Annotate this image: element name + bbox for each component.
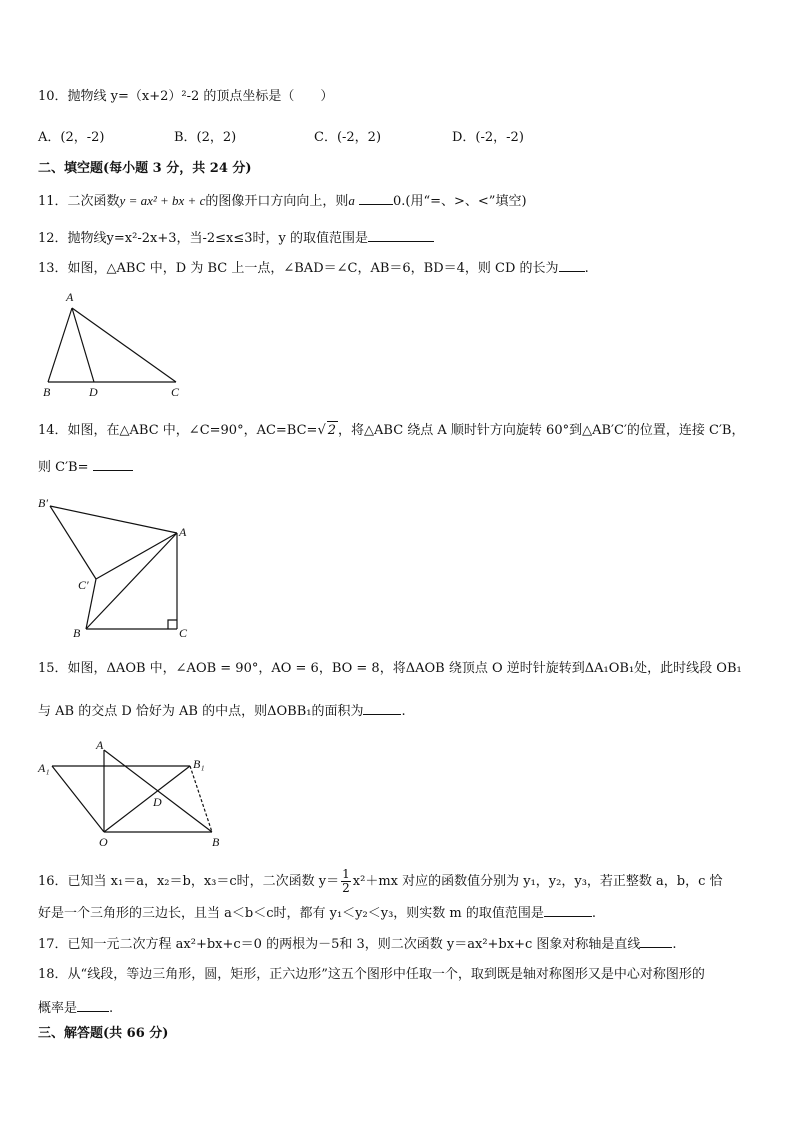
- q16-line1: [38, 868, 723, 895]
- segment-ad: [72, 308, 94, 382]
- q10-option-d: D．(-2，-2): [452, 130, 524, 145]
- label-a1: A₁: [38, 761, 50, 775]
- q12: [38, 229, 434, 248]
- q18-line2: 概率是 .: [38, 1001, 114, 1016]
- q18-line2-text: 概率是: [38, 1001, 78, 1016]
- section-3-title: 三、解答题(共 66 分): [38, 1026, 169, 1041]
- q17-text: 17．已知一元二次方程 ax²+bx+c＝0 的两根为－5和 3，则二次函数 y＝ax²+bx+c 图象对称轴是直线: [38, 937, 641, 952]
- q12-answer-blank[interactable]: [368, 229, 434, 242]
- segment-bp-cp: [50, 506, 96, 579]
- q13-text: 13．如图，△ABC 中，D 为 BC 上一点，∠BAD＝∠C，AB＝6，BD＝4，则 CD 的长为: [38, 261, 559, 276]
- label-c-prime: C′: [78, 578, 89, 592]
- segment-b1b-dashed: [190, 766, 212, 832]
- q18-line1: 18．从“线段，等边三角形，圆，矩形，正六边形”这五个图形中任取一个，取到既是轴对称图形又是中心对称图形的: [38, 967, 705, 982]
- q10-option-c: C．(-2，2): [314, 130, 382, 145]
- segment-ab: [48, 308, 72, 382]
- segment-cp-a: [96, 533, 177, 579]
- q10-option-b: B．(2，2): [174, 130, 237, 145]
- q14-line2-text: 则 C′B=: [38, 460, 89, 475]
- q14-answer-blank[interactable]: [93, 458, 133, 471]
- q15-line2-text: 与 AB 的交点 D 恰好为 AB 的中点，则ΔOBB₁的面积为: [38, 704, 364, 719]
- label-b: B: [73, 626, 81, 640]
- q12-text: 12．抛物线y=x²-2x+3，当-2≤x≤3时，y 的取值范围是: [38, 231, 369, 246]
- q11-expr: y = ax² + bx + c: [119, 193, 206, 208]
- q15-line2: 与 AB 的交点 D 恰好为 AB 的中点，则ΔOBB₁的面积为 .: [38, 704, 406, 719]
- label-c: C: [179, 626, 188, 640]
- label-b1: B₁: [193, 757, 205, 771]
- label-d: D: [89, 385, 98, 399]
- q13-triangle-figure: [38, 288, 198, 400]
- q13-answer-blank[interactable]: [559, 259, 585, 272]
- q14-rotation-figure: [36, 492, 206, 644]
- q10-option-a: A．(2，-2): [38, 130, 105, 145]
- q16-answer-blank[interactable]: [544, 904, 592, 917]
- label-a: A: [96, 738, 104, 752]
- q16-line2: 好是一个三角形的三边长，且当 a＜b＜c时，都有 y₁＜y₂＜y₃，则实数 m 的取值范围是 .: [38, 906, 597, 921]
- q16-pre: 16．已知当 x₁＝a，x₂＝b，x₃＝c时，二次函数 y＝: [38, 874, 340, 889]
- segment-a1o: [52, 766, 104, 832]
- q17-answer-blank[interactable]: [640, 935, 672, 948]
- segment-ob1: [104, 766, 190, 832]
- label-c: C: [171, 385, 180, 399]
- q16-fraction-denominator: 2: [342, 881, 350, 895]
- label-a: A: [179, 525, 187, 539]
- q16-fraction-numerator: 1: [342, 867, 350, 881]
- segment-bp-a: [50, 506, 177, 533]
- q14-line1: 14．如图，在△ABC 中，∠C=90°，AC=BC=√ 2 ，将△ABC 绕点 A 顺时针方向旋转 60°到△AB′C′的位置，连接 C′B，: [38, 423, 745, 438]
- q16-line2-text: 好是一个三角形的三边长，且当 a＜b＜c时，都有 y₁＜y₂＜y₃，则实数 m 的取值范围是: [38, 906, 544, 921]
- q13: 13．如图，△ABC 中，D 为 BC 上一点，∠BAD＝∠C，AB＝6，BD＝4，则 CD 的长为 .: [38, 261, 589, 276]
- segment-ac: [72, 308, 176, 382]
- q11: [38, 192, 527, 211]
- right-angle-mark: [168, 620, 177, 629]
- q11-mid: 的图像开口方向向上，则: [205, 194, 349, 209]
- label-d: D: [153, 795, 162, 809]
- q14-radicand: 2: [327, 423, 337, 438]
- segment-b-a: [86, 533, 177, 629]
- label-o: O: [99, 835, 108, 849]
- label-b: B: [212, 835, 220, 849]
- label-b-prime: B′: [38, 496, 48, 510]
- q14-post: ，将△ABC 绕点 A 顺时针方向旋转 60°到△AB′C′的位置，连接 C′B，: [338, 423, 745, 438]
- q15-answer-blank[interactable]: [363, 702, 401, 715]
- q17: 17．已知一元二次方程 ax²+bx+c＝0 的两根为－5和 3，则二次函数 y＝ax²+bx+c 图象对称轴是直线 .: [38, 937, 677, 952]
- q18-answer-blank[interactable]: [77, 999, 109, 1012]
- q11-post: 0.(用“=、>、<”填空): [393, 194, 527, 209]
- label-a: A: [66, 290, 74, 304]
- section-2-title: 二、填空题(每小题 3 分，共 24 分): [38, 161, 252, 176]
- q15-line1: 15．如图，ΔAOB 中，∠AOB = 90°，AO = 6，BO = 8，将ΔAOB 绕顶点 O 逆时针旋转到ΔA₁OB₁处，此时线段 OB₁: [38, 661, 742, 676]
- q16-post: x²＋mx 对应的函数值分别为 y₁，y₂，y₃，若正整数 a，b，c 恰: [352, 874, 723, 889]
- q15-rotation-figure: [36, 736, 226, 848]
- q10-stem: 10．抛物线 y=（x+2）²-2 的顶点坐标是（ ）: [38, 89, 334, 104]
- q14-pre: 14．如图，在△ABC 中，∠C=90°，AC=BC=: [38, 423, 318, 438]
- q14-line2: [38, 458, 133, 477]
- q16-fraction: [341, 868, 351, 895]
- label-b: B: [43, 385, 51, 399]
- q11-pre: 11．二次函数: [38, 194, 120, 209]
- q11-var: a: [348, 193, 355, 208]
- q11-answer-blank[interactable]: [359, 192, 393, 205]
